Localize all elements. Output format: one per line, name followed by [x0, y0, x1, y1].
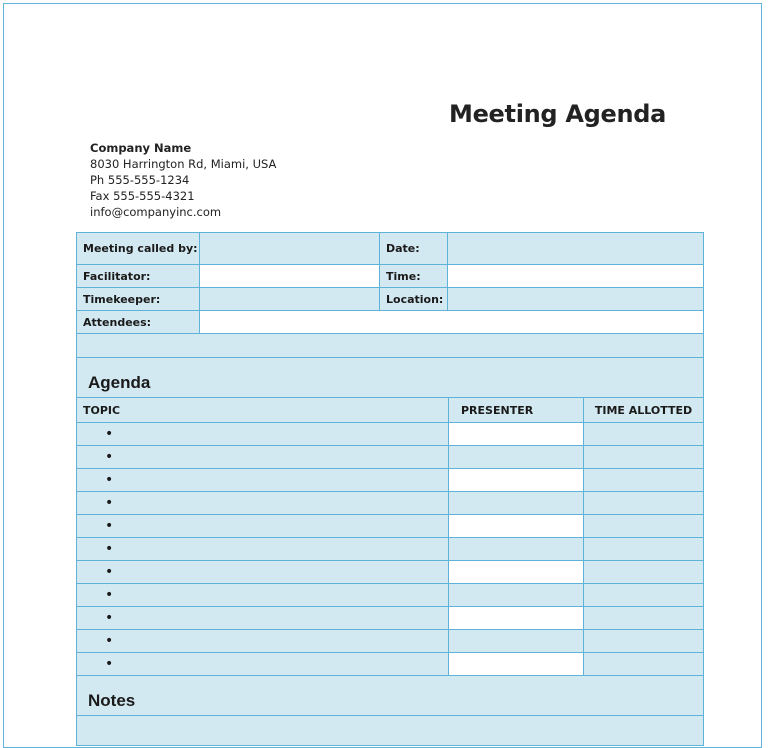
facilitator-field[interactable]	[200, 265, 380, 288]
presenter-cell[interactable]	[449, 446, 584, 469]
agenda-row	[76, 538, 704, 561]
agenda-row	[76, 492, 704, 515]
presenter-cell[interactable]	[449, 653, 584, 676]
company-phone: Ph 555-555-1234	[90, 173, 190, 187]
time-allotted-cell[interactable]	[584, 584, 704, 607]
topic-cell[interactable]: •	[76, 653, 449, 676]
time-label: Time:	[380, 265, 448, 288]
presenter-cell[interactable]	[449, 469, 584, 492]
topic-header: TOPIC	[76, 398, 449, 423]
facilitator-label: Facilitator:	[76, 265, 200, 288]
called-by-label: Meeting called by:	[76, 232, 200, 265]
agenda-heading: Agenda	[76, 358, 704, 398]
presenter-cell[interactable]	[449, 538, 584, 561]
presenter-cell[interactable]	[449, 561, 584, 584]
agenda-row	[76, 515, 704, 538]
agenda-row	[76, 561, 704, 584]
date-label: Date:	[380, 232, 448, 265]
time-allotted-cell[interactable]	[584, 423, 704, 446]
company-block	[90, 140, 276, 220]
topic-cell[interactable]: •	[76, 469, 449, 492]
topic-cell[interactable]: •	[76, 446, 449, 469]
presenter-cell[interactable]	[449, 492, 584, 515]
time-allotted-cell[interactable]	[584, 630, 704, 653]
time-allotted-cell[interactable]	[584, 515, 704, 538]
time-allotted-cell[interactable]	[584, 538, 704, 561]
info-row-attendees	[76, 311, 704, 334]
date-field[interactable]	[448, 232, 704, 265]
company-fax: Fax 555-555-4321	[90, 189, 195, 203]
time-allotted-cell[interactable]	[584, 561, 704, 584]
notes-heading: Notes	[76, 676, 704, 716]
company-address: 8030 Harrington Rd, Miami, USA	[90, 157, 277, 171]
presenter-cell[interactable]	[449, 584, 584, 607]
agenda-header-row	[76, 398, 704, 423]
spacer-row	[76, 334, 704, 358]
notes-field[interactable]	[76, 716, 704, 746]
time-allotted-cell[interactable]	[584, 607, 704, 630]
called-by-field[interactable]	[200, 232, 380, 265]
presenter-cell[interactable]	[449, 607, 584, 630]
presenter-cell[interactable]	[449, 423, 584, 446]
document-title: Meeting Agenda	[449, 100, 667, 128]
time-allotted-cell[interactable]	[584, 492, 704, 515]
info-row-called-by	[76, 232, 704, 265]
info-row-facilitator	[76, 265, 704, 288]
presenter-cell[interactable]	[449, 630, 584, 653]
info-row-timekeeper	[76, 288, 704, 311]
location-field[interactable]	[448, 288, 704, 311]
time-allotted-cell[interactable]	[584, 653, 704, 676]
timekeeper-field[interactable]	[200, 288, 380, 311]
topic-cell[interactable]: •	[76, 584, 449, 607]
time-allotted-header: TIME ALLOTTED	[584, 398, 704, 423]
agenda-row	[76, 584, 704, 607]
agenda-row	[76, 653, 704, 676]
agenda-row	[76, 423, 704, 446]
agenda-row	[76, 446, 704, 469]
company-email: info@companyinc.com	[90, 205, 222, 219]
time-allotted-cell[interactable]	[584, 469, 704, 492]
agenda-row	[76, 630, 704, 653]
topic-cell[interactable]: •	[76, 538, 449, 561]
company-name: Company Name	[90, 141, 192, 155]
topic-cell[interactable]: •	[76, 607, 449, 630]
agenda-row	[76, 469, 704, 492]
timekeeper-label: Timekeeper:	[76, 288, 200, 311]
presenter-cell[interactable]	[449, 515, 584, 538]
agenda-row	[76, 607, 704, 630]
topic-cell[interactable]: •	[76, 561, 449, 584]
topic-cell[interactable]: •	[76, 515, 449, 538]
time-field[interactable]	[448, 265, 704, 288]
attendees-label: Attendees:	[76, 311, 200, 334]
presenter-header: PRESENTER	[449, 398, 584, 423]
topic-cell[interactable]: •	[76, 492, 449, 515]
topic-cell[interactable]: •	[76, 423, 449, 446]
time-allotted-cell[interactable]	[584, 446, 704, 469]
topic-cell[interactable]: •	[76, 630, 449, 653]
location-label: Location:	[380, 288, 448, 311]
agenda-form	[76, 232, 704, 746]
attendees-field[interactable]	[200, 311, 704, 334]
